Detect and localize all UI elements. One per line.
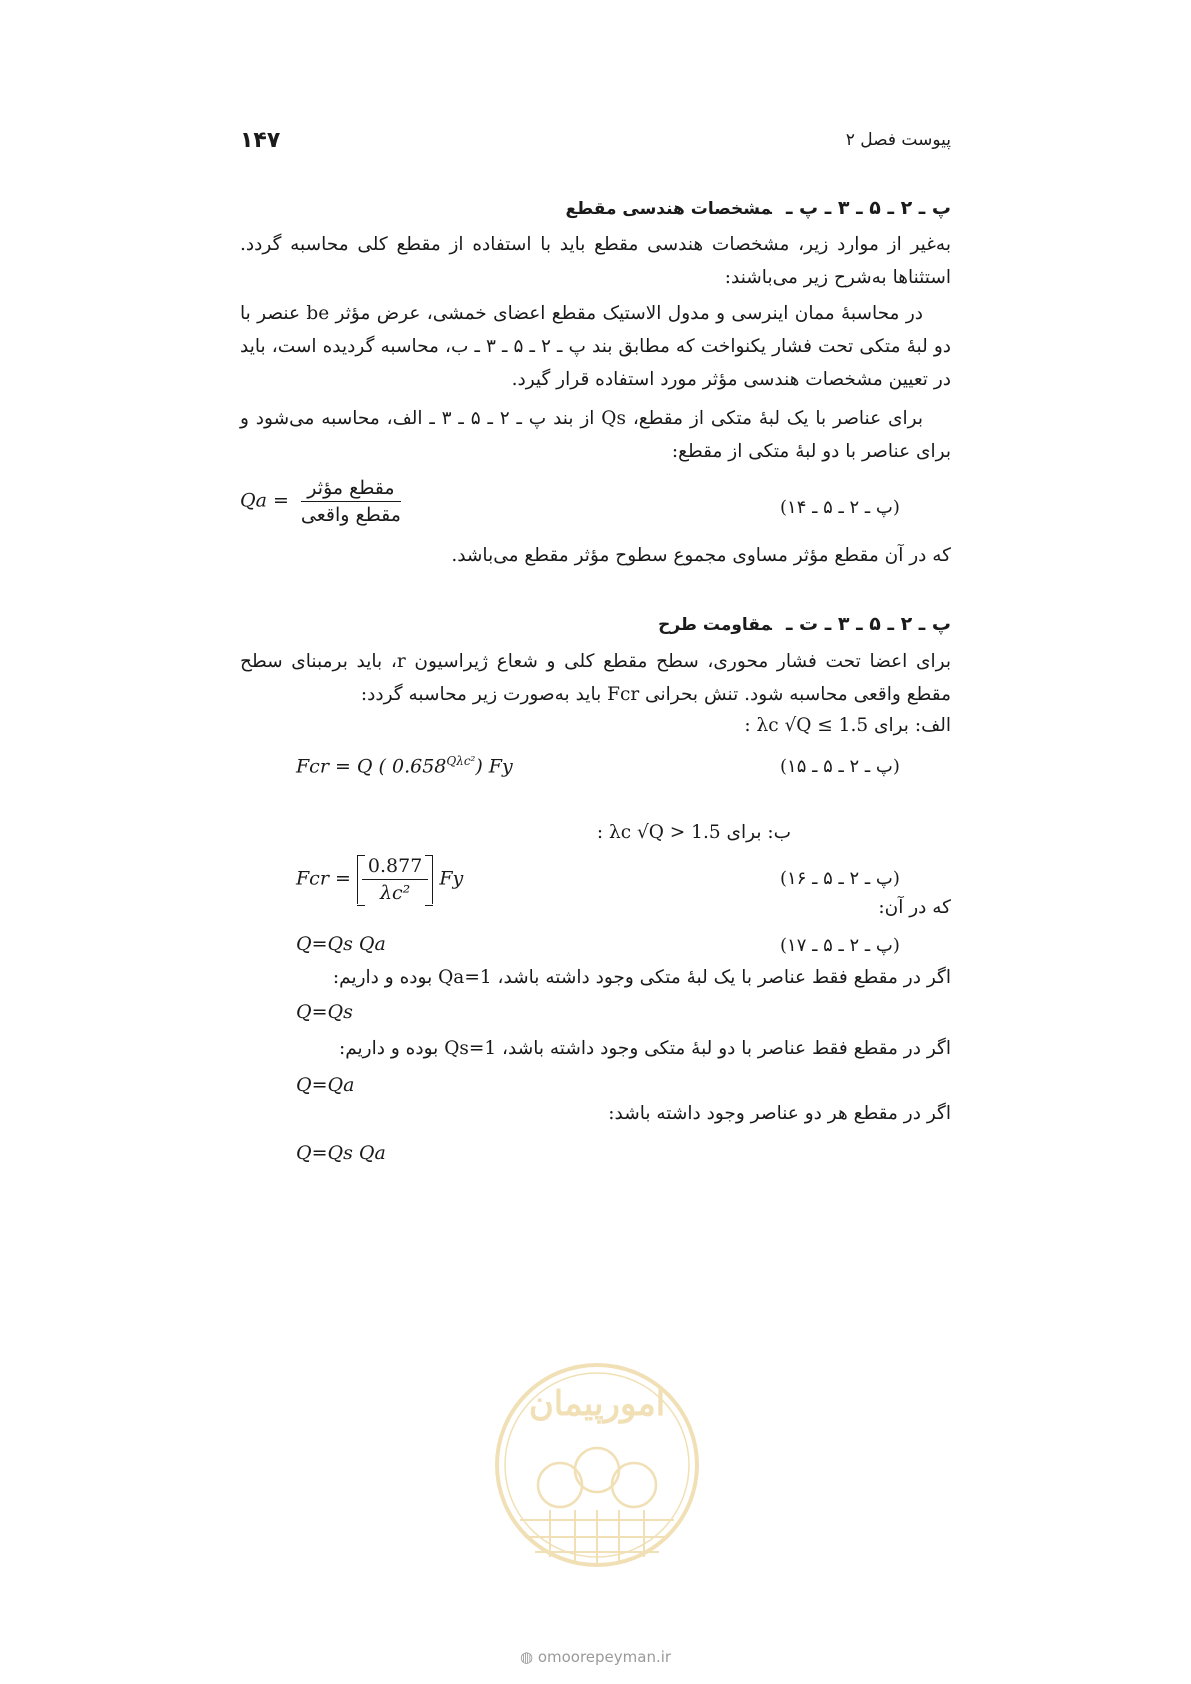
- formula: Q=Qs: [296, 1001, 353, 1023]
- fraction: [362, 855, 428, 904]
- condition-b: ب: برای λc √Q > 1.5 :: [596, 822, 791, 843]
- fraction-numerator: 0.877: [362, 855, 428, 880]
- equation-number: (پ ـ ۲ ـ ۵ ـ ۱۵): [780, 756, 900, 777]
- section-title: مقاومت طرح: [658, 615, 772, 635]
- fraction-numerator: مقطع مؤثر: [301, 477, 400, 502]
- running-title: پیوست فصل ۲: [845, 130, 951, 150]
- watermark-logo: [490, 1345, 705, 1595]
- paragraph: که در آن مقطع مؤثر مساوی مجموع سطوح مؤثر مقطع می‌باشد.: [451, 545, 951, 566]
- fraction-denominator: λc²: [379, 882, 411, 904]
- fraction: [295, 477, 407, 526]
- condition-a: الف: برای λc √Q ≤ 1.5 :: [744, 715, 951, 736]
- paragraph: اگر در مقطع هر دو عناصر وجود داشته باشد:: [608, 1103, 951, 1124]
- section-number: پ ـ ۲ ـ ۵ ـ ۳ ـ ت ـ: [785, 613, 951, 635]
- equation-tail: Fy: [439, 867, 464, 890]
- section-heading-geometric-properties: [566, 197, 951, 219]
- equation-lhs: Fcr =: [296, 867, 351, 890]
- equation-16: [296, 855, 463, 904]
- paragraph: به‌غیر از موارد زیر، مشخصات هندسی مقطع باید با استفاده از مقطع کلی محاسبه گردد. استثناها به‌شرح زیر می‌باشند:: [240, 234, 951, 288]
- equation-number: (پ ـ ۲ ـ ۵ ـ ۱۷): [780, 935, 900, 956]
- watermark-logo-text: امورپیمان: [528, 1384, 666, 1424]
- where-label: که در آن:: [878, 897, 951, 918]
- paragraph: اگر در مقطع فقط عناصر با یک لبهٔ متکی وجود داشته باشد، Qa=1 بوده و داریم:: [332, 967, 951, 988]
- paragraph: برای عناصر با یک لبهٔ متکی از مقطع، Qs از بند پ ـ ۲ ـ ۵ ـ ۳ ـ الف، محاسبه می‌شود و برای عناصر با دو لبهٔ متکی از مقطع:: [240, 408, 951, 462]
- watermark-site-text: omoorepeyman.ir: [537, 1648, 672, 1666]
- section-heading-design-strength: [658, 613, 951, 635]
- equation-17: Q=Qs Qa: [296, 933, 386, 955]
- globe-icon: ◍: [519, 1648, 534, 1666]
- equation-exponent: Qλc²: [446, 754, 476, 768]
- fraction-denominator: مقطع واقعی: [300, 504, 401, 526]
- equation-14: Qa = $\frac{\text{مقطع مؤثر}}{\text{مقطع واقعی}}$: [240, 477, 407, 526]
- equation-tail: ) Fy: [475, 755, 513, 778]
- paragraph: برای اعضا تحت فشار محوری، سطح مقطع کلی و شعاع ژیراسیون r، باید برمبنای سطح مقطع واقعی محاسبه شود. تنش بحرانی Fcr باید به‌صورت زیر محاسبه گردد:: [240, 651, 951, 705]
- equation-body: Fcr = Q ( 0.658: [296, 755, 447, 778]
- equation-lhs: Qa: [240, 489, 267, 512]
- watermark-site: [0, 1648, 1191, 1666]
- paragraph: در محاسبهٔ ممان اینرسی و مدول الاستیک مقطع اعضای خمشی، عرض مؤثر be عنصر با دو لبهٔ متکی تحت فشار یکنواخت که مطابق بند پ ـ ۲ ـ ۵ ـ ۳ ـ ب، محاسبه گردیده است، باید در تعیین مشخصات هندسی مؤثر مورد استفاده قرار گیرد.: [240, 303, 951, 390]
- paragraph: اگر در مقطع فقط عناصر با دو لبهٔ متکی وجود داشته باشد، Qs=1 بوده و داریم:: [338, 1038, 951, 1059]
- bracket: [357, 855, 433, 904]
- formula: Q=Qa: [296, 1074, 355, 1096]
- equation-number: (پ ـ ۲ ـ ۵ ـ ۱۶): [780, 868, 900, 889]
- equation-number: (پ ـ ۲ ـ ۵ ـ ۱۴): [780, 497, 900, 518]
- section-title: مشخصات هندسی مقطع: [565, 199, 772, 219]
- formula: Q=Qs Qa: [296, 1142, 386, 1164]
- page-number: ۱۴۷: [240, 128, 281, 153]
- equation-15: [296, 754, 513, 777]
- section-number: پ ـ ۲ ـ ۵ ـ ۳ ـ پ ـ: [785, 197, 951, 219]
